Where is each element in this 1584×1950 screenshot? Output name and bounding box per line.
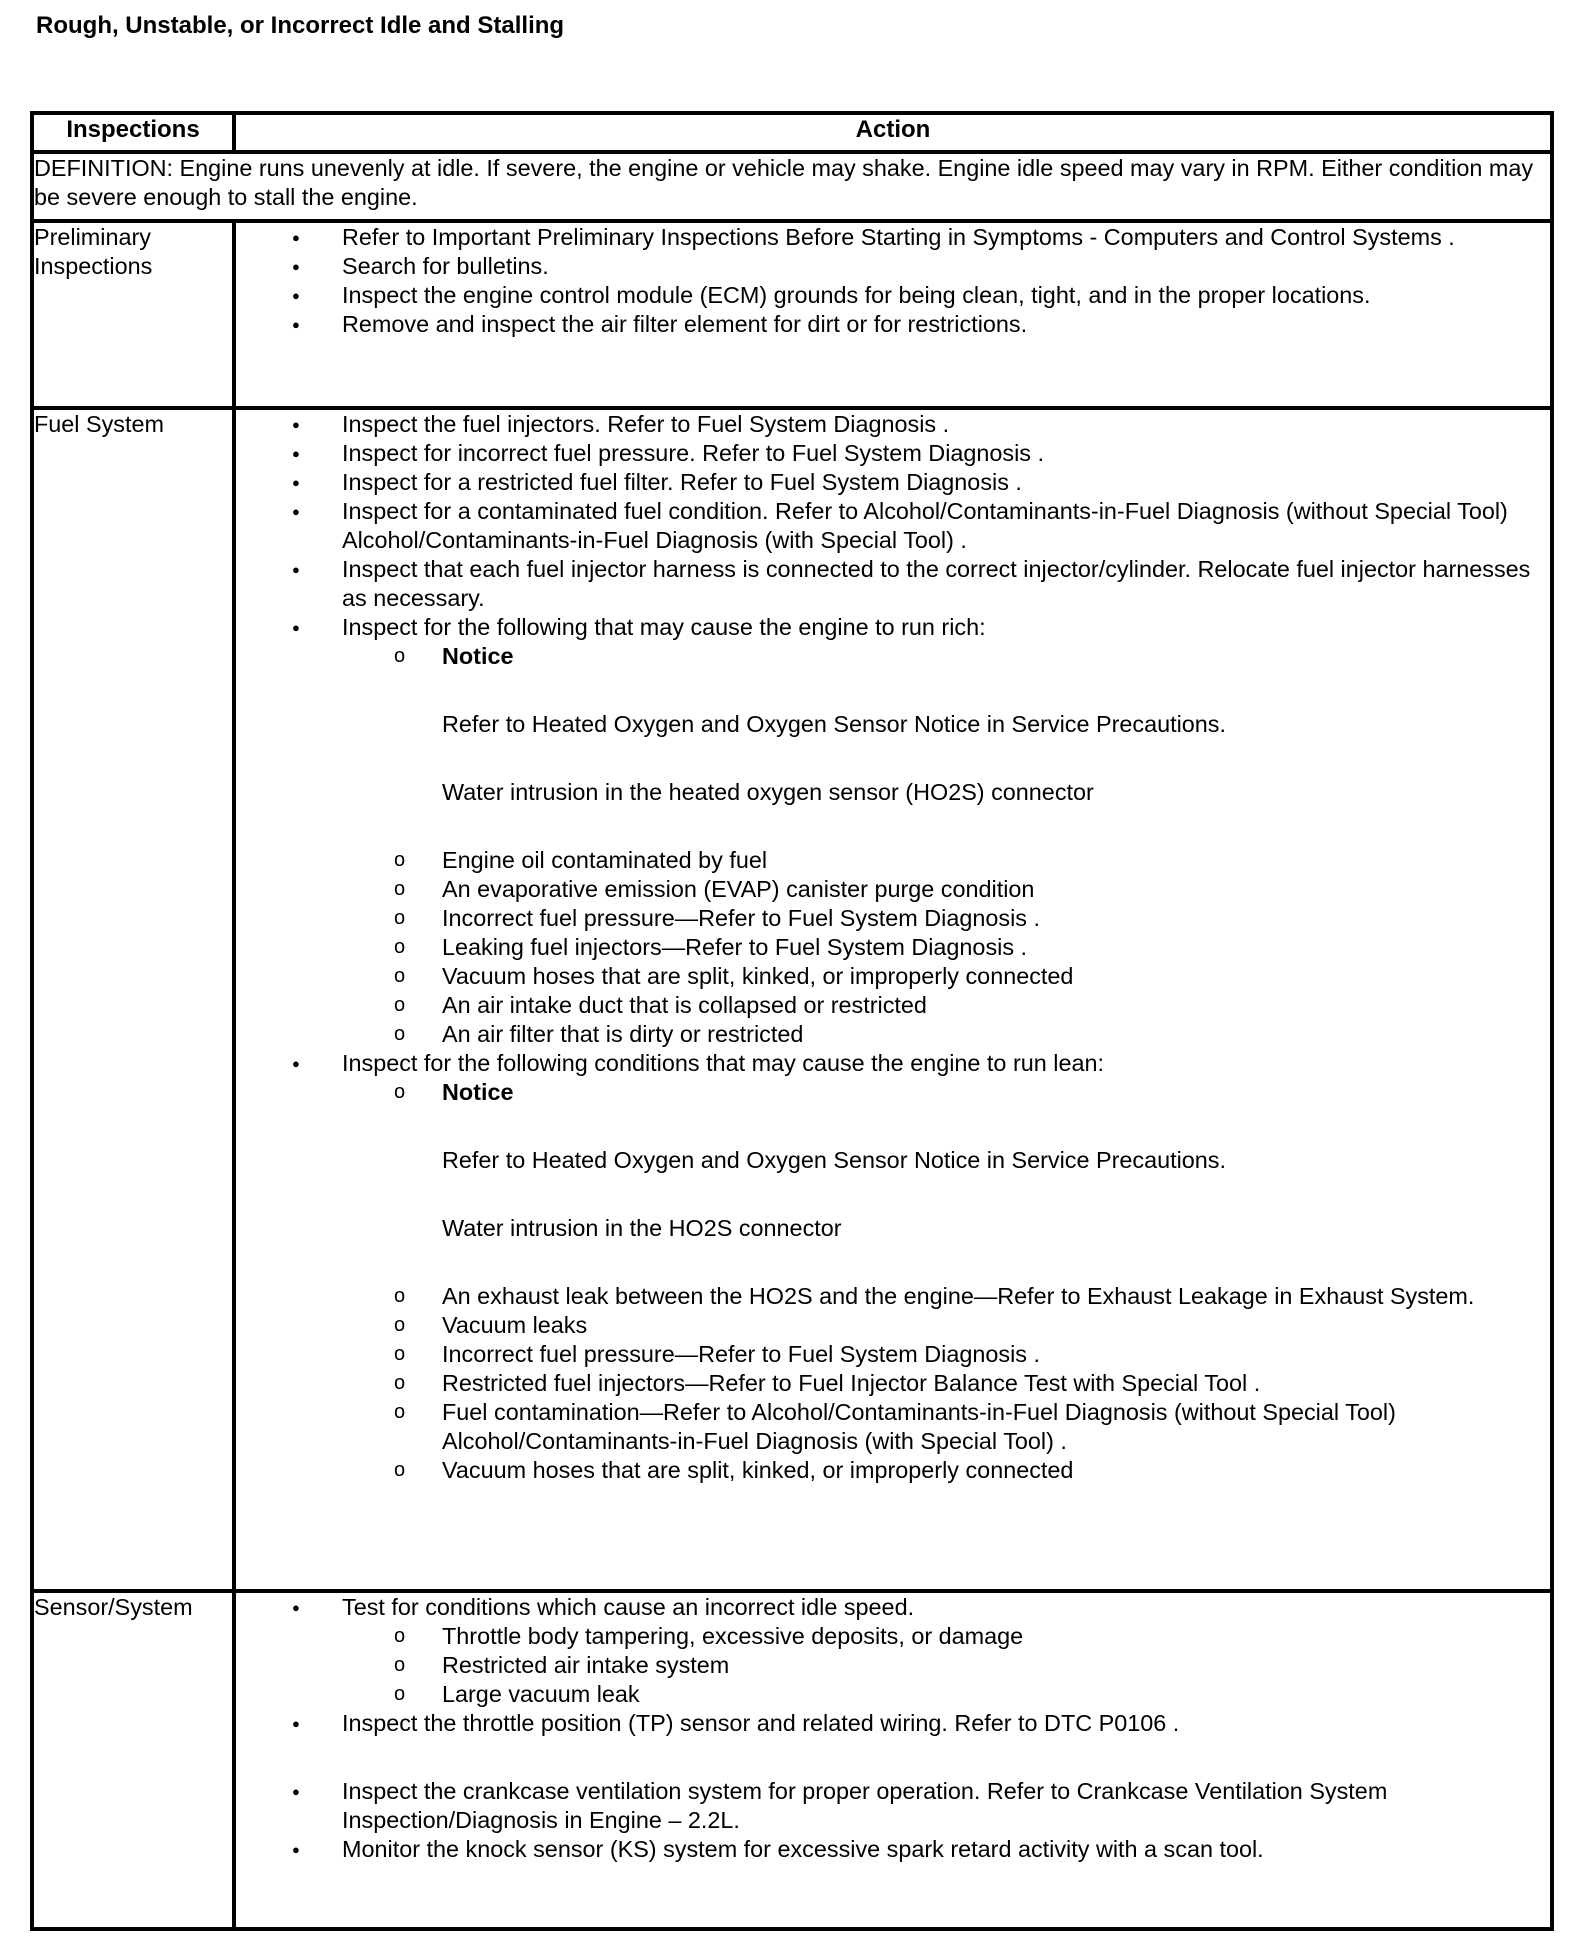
sensor-system-row [32, 1591, 1552, 1929]
item-text: Inspect for incorrect fuel pressure. Refer to Fuel System Diagnosis . [342, 440, 1045, 466]
sub-item [394, 1340, 1550, 1369]
table-header-row [32, 113, 1552, 152]
circle-bullet-icon: o [394, 936, 406, 958]
circle-bullet-icon: o [394, 878, 406, 900]
notice-text: Refer to Heated Oxygen and Oxygen Sensor Notice in Service Precautions. [442, 711, 1226, 737]
item-text: Inspect the engine control module (ECM) grounds for being clean, tight, and in the proper locations. [342, 282, 1371, 308]
notice-text: Refer to Heated Oxygen and Oxygen Sensor Notice in Service Precautions. [442, 1147, 1226, 1173]
fuel-system-actions [234, 408, 1552, 1591]
list-item [236, 555, 1550, 613]
header-action: Action [234, 113, 1552, 152]
bullet-icon [292, 1049, 312, 1081]
bullet-icon [292, 252, 312, 284]
sub-item [394, 991, 1550, 1020]
list-item [236, 1593, 1550, 1709]
preliminary-row [32, 221, 1552, 408]
item-text: Engine oil contaminated by fuel [442, 847, 768, 873]
item-text: Throttle body tampering, excessive deposits, or damage [442, 1623, 1024, 1649]
bullet-icon [292, 1593, 312, 1625]
sub-item [394, 875, 1550, 904]
list-item [236, 410, 1550, 439]
circle-bullet-icon: o [394, 1343, 406, 1365]
item-text: Inspect for a restricted fuel filter. Refer to Fuel System Diagnosis . [342, 469, 1022, 495]
sub-item [394, 1456, 1550, 1485]
bullet-icon [292, 1709, 312, 1741]
definition-row [32, 152, 1552, 221]
circle-bullet-icon: o [394, 1372, 406, 1394]
list-item [236, 310, 1550, 339]
sensor-system-actions [234, 1591, 1552, 1929]
sub-item [394, 1398, 1550, 1456]
definition-text: DEFINITION: Engine runs unevenly at idle. If severe, the engine or vehicle may shake. Engine idle speed may vary in RPM. Either condition may be severe enough to stall the engine. [32, 152, 1552, 221]
item-text: Large vacuum leak [442, 1681, 640, 1707]
item-text: An air intake duct that is collapsed or restricted [442, 992, 927, 1018]
item-text: Inspect the crankcase ventilation system for proper operation. Refer to Crankcase Ventilation System Inspection/Diagnosis in Engine – 2.2L. [342, 1778, 1388, 1833]
item-text: Inspect the fuel injectors. Refer to Fuel System Diagnosis . [342, 411, 950, 437]
item-text: Inspect for the following that may cause the engine to run rich: [342, 614, 986, 640]
bullet-icon [292, 468, 312, 500]
fuel-system-label: Fuel System [32, 408, 234, 1591]
list-item [236, 497, 1550, 555]
bullet-icon [292, 223, 312, 255]
sub-item [394, 1369, 1550, 1398]
circle-bullet-icon: o [394, 1285, 406, 1307]
bullet-icon [292, 410, 312, 442]
inspection-table [30, 111, 1554, 1931]
bullet-icon [292, 1835, 312, 1867]
list-item [236, 223, 1550, 252]
item-text: Inspect for the following conditions that may cause the engine to run lean: [342, 1050, 1104, 1076]
item-text: An air filter that is dirty or restricted [442, 1021, 804, 1047]
circle-bullet-icon: o [394, 1654, 406, 1676]
list-item [236, 1777, 1550, 1835]
bullet-icon [292, 1777, 312, 1809]
circle-bullet-icon: o [394, 965, 406, 987]
sub-item [394, 1282, 1550, 1311]
circle-bullet-icon: o [394, 1314, 406, 1336]
item-text: Test for conditions which cause an incorrect idle speed. [342, 1594, 915, 1620]
item-text: Search for bulletins. [342, 253, 549, 279]
list-item [236, 1709, 1550, 1738]
sub-item [394, 1311, 1550, 1340]
sub-item [394, 962, 1550, 991]
list-item-rich [236, 613, 1550, 1049]
list-item [236, 468, 1550, 497]
item-text: Monitor the knock sensor (KS) system for excessive spark retard activity with a scan tool. [342, 1836, 1264, 1862]
circle-bullet-icon: o [394, 907, 406, 929]
document-title: Rough, Unstable, or Incorrect Idle and Stalling [36, 12, 565, 39]
item-text: Vacuum hoses that are split, kinked, or improperly connected [442, 963, 1074, 989]
item-text: Incorrect fuel pressure—Refer to Fuel System Diagnosis . [442, 1341, 1040, 1367]
item-text: Incorrect fuel pressure—Refer to Fuel System Diagnosis . [442, 905, 1040, 931]
sub-item [394, 933, 1550, 962]
circle-bullet-icon: o [394, 1023, 406, 1045]
bullet-icon [292, 281, 312, 313]
list-item-lean [236, 1049, 1550, 1485]
circle-bullet-icon: o [394, 645, 406, 667]
sub-item [394, 1651, 1550, 1680]
circle-bullet-icon: o [394, 1081, 406, 1103]
item-text: Inspect the throttle position (TP) sensor and related wiring. Refer to DTC P0106 . [342, 1710, 1180, 1736]
preliminary-label: Preliminary Inspections [32, 221, 234, 408]
item-text: An exhaust leak between the HO2S and the engine—Refer to Exhaust Leakage in Exhaust System. [442, 1283, 1475, 1309]
sub-item [394, 904, 1550, 933]
list-item [236, 252, 1550, 281]
notice-item: Water intrusion in the heated oxygen sensor (HO2S) connector [442, 779, 1094, 805]
sub-item [394, 1622, 1550, 1651]
notice-heading: Notice [442, 1079, 514, 1105]
item-text: Fuel contamination—Refer to Alcohol/Contaminants-in-Fuel Diagnosis (without Special Tool) Alcohol/Contaminants-in-Fuel Diagnosis (with Special Tool) . [442, 1399, 1396, 1454]
item-text: Inspect that each fuel injector harness is connected to the correct injector/cylinder. Relocate fuel injector harnesses as necessary. [342, 556, 1531, 611]
circle-bullet-icon: o [394, 994, 406, 1016]
bullet-icon [292, 613, 312, 645]
item-text: Vacuum hoses that are split, kinked, or improperly connected [442, 1457, 1074, 1483]
circle-bullet-icon: o [394, 1459, 406, 1481]
fuel-system-row [32, 408, 1552, 1591]
item-text: Restricted fuel injectors—Refer to Fuel Injector Balance Test with Special Tool . [442, 1370, 1261, 1396]
sub-item [394, 846, 1550, 875]
bullet-icon [292, 497, 312, 529]
notice-item: Water intrusion in the HO2S connector [442, 1215, 842, 1241]
sensor-system-label: Sensor/System [32, 1591, 234, 1929]
circle-bullet-icon: o [394, 1625, 406, 1647]
item-text: Restricted air intake system [442, 1652, 730, 1678]
item-text: Leaking fuel injectors—Refer to Fuel System Diagnosis . [442, 934, 1028, 960]
bullet-icon [292, 439, 312, 471]
notice-heading: Notice [442, 643, 514, 669]
sub-item-notice [394, 1078, 1550, 1243]
header-inspections: Inspections [32, 113, 234, 152]
item-text: Vacuum leaks [442, 1312, 588, 1338]
circle-bullet-icon: o [394, 1683, 406, 1705]
item-text: Remove and inspect the air filter element for dirt or for restrictions. [342, 311, 1028, 337]
preliminary-actions [234, 221, 1552, 408]
sub-item-notice [394, 642, 1550, 807]
item-text: An evaporative emission (EVAP) canister purge condition [442, 876, 1035, 902]
item-text: Inspect for a contaminated fuel condition. Refer to Alcohol/Contaminants-in-Fuel Diagnosis (without Special Tool) Alcohol/Contaminants-in-Fuel Diagnosis (with Special Tool) . [342, 498, 1508, 553]
circle-bullet-icon: o [394, 849, 406, 871]
sub-item [394, 1020, 1550, 1049]
bullet-icon [292, 310, 312, 342]
list-item [236, 439, 1550, 468]
circle-bullet-icon: o [394, 1401, 406, 1423]
list-item [236, 281, 1550, 310]
bullet-icon [292, 555, 312, 587]
sub-item [394, 1680, 1550, 1709]
list-item [236, 1835, 1550, 1864]
item-text: Refer to Important Preliminary Inspections Before Starting in Symptoms - Computers and Control Systems . [342, 224, 1455, 250]
